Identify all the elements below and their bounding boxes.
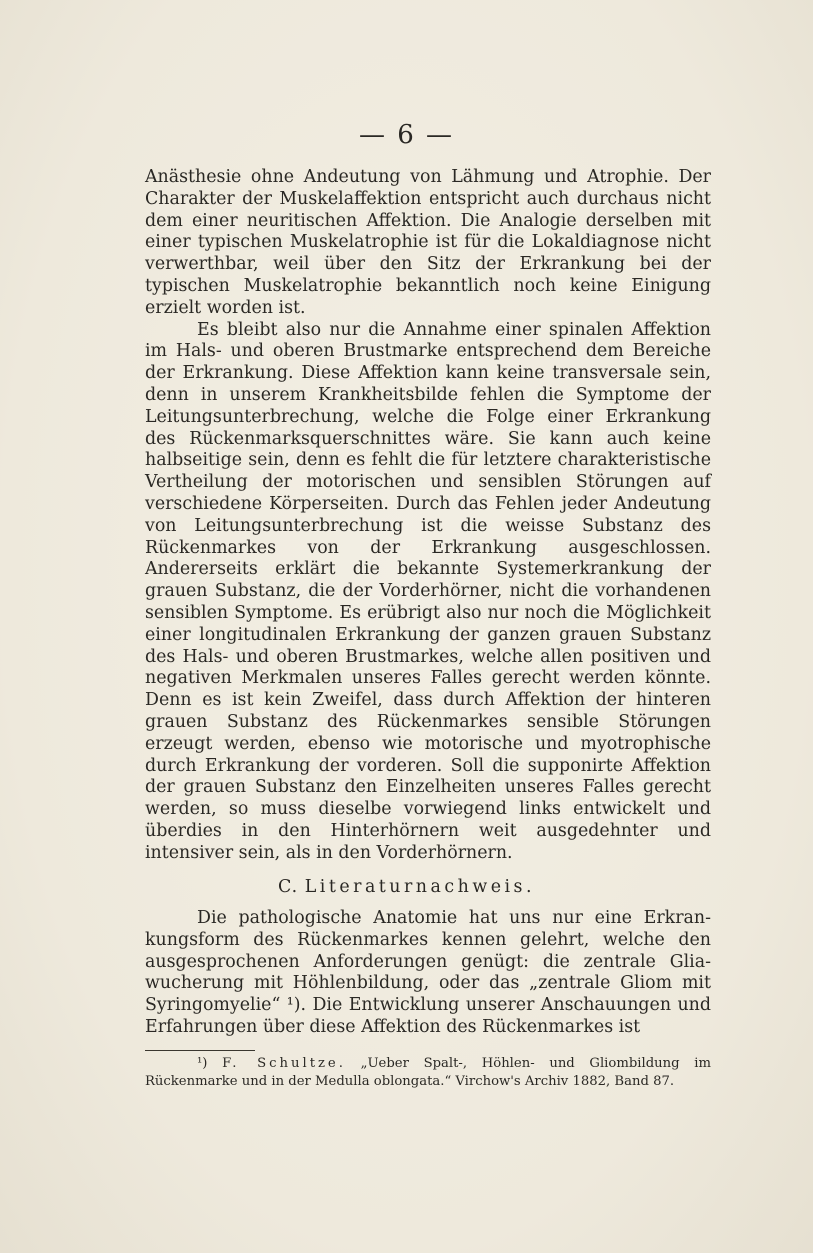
footnote-divider <box>145 1050 255 1051</box>
paragraph: Anästhesie ohne Andeutung von Lähmung und Atrophie. Der Charakter der Muskelaffektion entspricht auch durchaus nicht dem einer neuritischen Affektion. Die Analogie derselben mit einer typischen Muskelatrophie ist für die Lokaldiagnose nicht verwerthbar, weil über den Sitz der Erkrankung bei der typischen Muskelatrophie bekanntlich noch keine Einigung erzielt worden ist. <box>145 167 711 318</box>
page-number: — 6 — <box>358 120 455 150</box>
footnote <box>145 1055 711 1091</box>
section-heading <box>0 877 813 897</box>
section-number: C. <box>277 877 299 897</box>
footnote-text: „Ueber Spalt-, Höhlen- und Gliombildung im Rückenmarke und in der Medulla oblongata.“ Virchow's Archiv 1882, Band 87. <box>145 1056 711 1089</box>
section-title: Literaturnachweis. <box>304 877 536 897</box>
footnote-author: F. Schultze. <box>222 1056 346 1071</box>
section-text <box>145 908 711 1039</box>
footnote-marker: ¹) <box>197 1056 208 1071</box>
main-text <box>145 167 711 865</box>
paragraph: Die pathologische Anatomie hat uns nur eine Erkrankungsform des Rückenmarkes kennen gelehrt, welche den ausgesprochenen Anforderungen genügt: die zentrale Gliawucherung mit Höhlenbildung, oder das „zentrale Gliom mit Syringomyelie“ ¹). Die Entwicklung unserer Anschauungen und Erfahrungen über diese Affektion des Rückenmarkes ist <box>145 908 711 1037</box>
paragraph: Es bleibt also nur die Annahme einer spinalen Affektion im Hals- und oberen Brustmarke entsprechend dem Bereiche der Erkrankung. Diese Affektion kann keine transversale sein, denn in unserem Krankheitsbilde fehlen die Symptome der Leitungsunterbrechung, welche die Folge einer Erkrankung des Rückenmarksquerschnittes wäre. Sie kann auch keine halbseitige sein, denn es fehlt die für letztere charakteristische Vertheilung der motorischen und sensiblen Störungen auf verschiedene Körperseiten. Durch das Fehlen jeder Andeutung von Leitungsunterbrechung ist die weisse Substanz des Rückenmarkes von der Erkrankung ausgeschlossen. Andererseits erklärt die bekannte Systemerkrankung der grauen Substanz, die der Vorderhörner, nicht die vorhandenen sensiblen Symptome. Es erübrigt also nur noch die Möglichkeit einer longitudinalen Erkrankung der ganzen grauen Substanz des Hals- und oberen Brustmarkes, welche allen positiven und negativen Merkmalen unseres Falles gerecht werden könnte. Denn es ist kein Zweifel, dass durch Affektion der hinteren grauen Substanz des Rückenmarkes sensible Störungen erzeugt werden, ebenso wie motorische und myotrophische durch Erkrankung der vorderen. Soll die supponirte Affektion der grauen Substanz den Einzelheiten unseres Falles gerecht werden, so muss dieselbe vorwiegend links entwickelt und überdies in den Hinterhörnern weit ausgedehnter und intensiver sein, als in den Vorderhörnern. <box>145 319 711 863</box>
